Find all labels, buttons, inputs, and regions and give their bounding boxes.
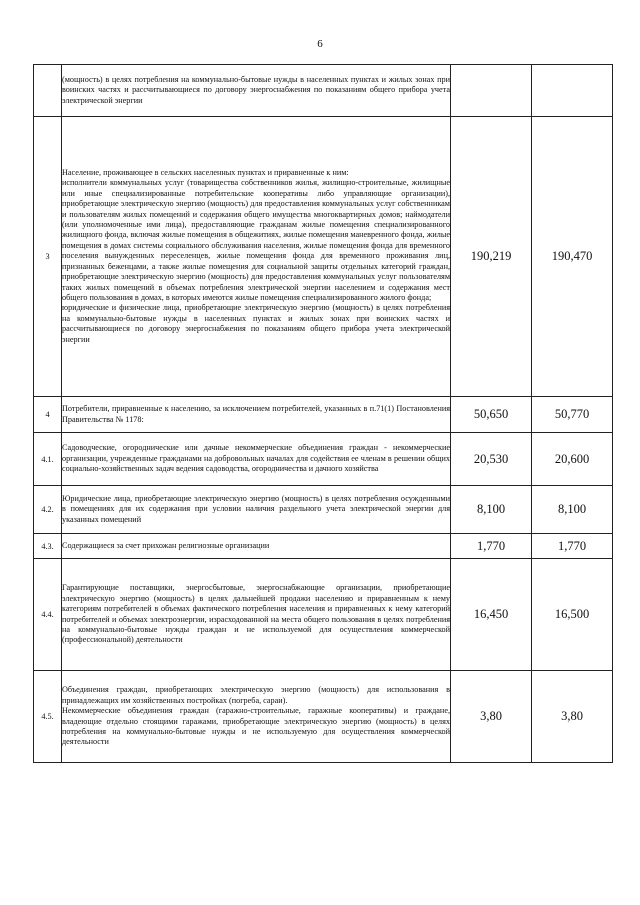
description-paragraph: Садоводческие, огороднические или дачные некоммерческие объединения граждан - некоммерческие организации, учрежденные гражданами на добровольных началах для содействия ее членам в решении общих социально-хозяйственных задач ведения садоводства, огородничества и дачного хозяйства <box>62 443 450 474</box>
table-row <box>34 534 613 559</box>
description-paragraph: Юридические лица, приобретающие электрическую энергию (мощность) в целях потребления осужденными в помещениях для их содержания при условии наличия раздельного учета электрической энергии для указанных помещений <box>62 493 450 524</box>
row-description <box>62 397 451 433</box>
row-number: 4.1. <box>34 433 62 486</box>
row-number: 4.2. <box>34 486 62 534</box>
row-description <box>62 534 451 559</box>
table-row <box>34 65 613 117</box>
row-description <box>62 433 451 486</box>
table-row <box>34 433 613 486</box>
description-paragraph: Содержащиеся за счет прихожан религиозные организации <box>62 540 270 550</box>
value-second-half: 8,100 <box>532 486 613 534</box>
row-number <box>34 65 62 117</box>
value-second-half: 20,600 <box>532 433 613 486</box>
row-description <box>62 486 451 534</box>
value-first-half <box>451 65 532 117</box>
value-first-half: 190,219 <box>451 117 532 397</box>
row-description <box>62 559 451 671</box>
table-row <box>34 117 613 397</box>
description-paragraph: Население, проживающее в сельских населенных пунктах и приравненные к ним: <box>62 168 349 178</box>
value-second-half <box>532 65 613 117</box>
page-number: 6 <box>317 38 323 50</box>
row-number: 3 <box>34 117 62 397</box>
value-first-half: 50,650 <box>451 397 532 433</box>
value-first-half: 16,450 <box>451 559 532 671</box>
description-paragraph: (мощность) в целях потребления на коммунально-бытовые нужды в населенных пунктах и жилых зонах при воинских частях и рассчитывающиеся по договору энергоснабжения по показаниям общего прибора учета электрической энергии <box>62 74 450 105</box>
description-paragraph: Потребители, приравненные к населению, за исключением потребителей, указанных в п.71(1) Постановления Правительства № 1178: <box>62 404 450 424</box>
description-paragraph: Объединения граждан, приобретающих электрическую энергию (мощность) для использования в принадлежащих им хозяйственных постройках (погреба, сараи). <box>62 685 450 705</box>
description-paragraph: исполнители коммунальных услуг (товарищества собственников жилья, жилищно-строительные, жилищные или иные специализированные потребительские кооперативы либо управляющие организации), приобретающие электрическую энергию (мощность) для предоставления коммунальных услуг собственникам и пользователям жилых помещений и содержания общего имущества многоквартирных домов; наймодатели (или уполномоченные ими лица), предоставляющие гражданам жилые помещения специализированного жилищного фонда, включая жилые помещения в общежитиях, жилые помещения маневренного фонда, жилые помещения в домах системы социального обслуживания населения, жилые помещения фонда для временного поселения вынужденных переселенцев, жилые помещения фонда для временного проживания лиц, признанных беженцами, а также жилые помещения для социальной защиты отдельных категорий граждан, приобретающие электрическую энергию (мощность) для предоставления коммунальных услуг пользователям таких жилых помещений в объемах потребления электрической энергии населением и содержания мест общего пользования в домах, в которых имеются жилые помещения специализированного жилого фонда; <box>62 178 450 302</box>
value-first-half: 8,100 <box>451 486 532 534</box>
value-second-half: 3,80 <box>532 671 613 763</box>
row-number: 4 <box>34 397 62 433</box>
table-row <box>34 671 613 763</box>
table-row <box>34 397 613 433</box>
value-second-half: 190,470 <box>532 117 613 397</box>
description-paragraph: юридические и физические лица, приобретающие электрическую энергию (мощность) в целях потребления на коммунально-бытовые нужды в населенных пунктах и жилых зонах при воинских частях и рассчитывающиеся по договору энергоснабжения по показаниям общего прибора учета электрической энергии <box>62 303 450 344</box>
value-first-half: 3,80 <box>451 671 532 763</box>
value-second-half: 1,770 <box>532 534 613 559</box>
row-description <box>62 671 451 763</box>
description-paragraph: Некоммерческие объединения граждан (гаражно-строительные, гаражные кооперативы) и граждане, владеющие отдельно стоящими гаражами, приобретающие электрическую энергию (мощность) в целях потребления на коммунально-бытовые нужды и не используемую для осуществления коммерческой деятельности <box>62 706 450 747</box>
value-second-half: 50,770 <box>532 397 613 433</box>
row-number: 4.3. <box>34 534 62 559</box>
row-description <box>62 117 451 397</box>
table-row <box>34 559 613 671</box>
value-first-half: 20,530 <box>451 433 532 486</box>
tariff-table <box>33 64 613 763</box>
row-description <box>62 65 451 117</box>
value-second-half: 16,500 <box>532 559 613 671</box>
row-number: 4.4. <box>34 559 62 671</box>
description-paragraph: Гарантирующие поставщики, энергосбытовые, энергоснабжающие организации, приобретающие электрическую энергию (мощность) в целях дальнейшей продажи населению и приравненным к нему категориям потребителей в объемах фактического потребления населения и приравненных к нему категорий потребителей и объемах электроэнергии, израсходованной на места общего пользования в целях потребления на коммунально-бытовые нужды граждан и не используемой для осуществления коммерческой (профессиональной) деятельности <box>62 583 450 645</box>
row-number: 4.5. <box>34 671 62 763</box>
value-first-half: 1,770 <box>451 534 532 559</box>
table-row <box>34 486 613 534</box>
